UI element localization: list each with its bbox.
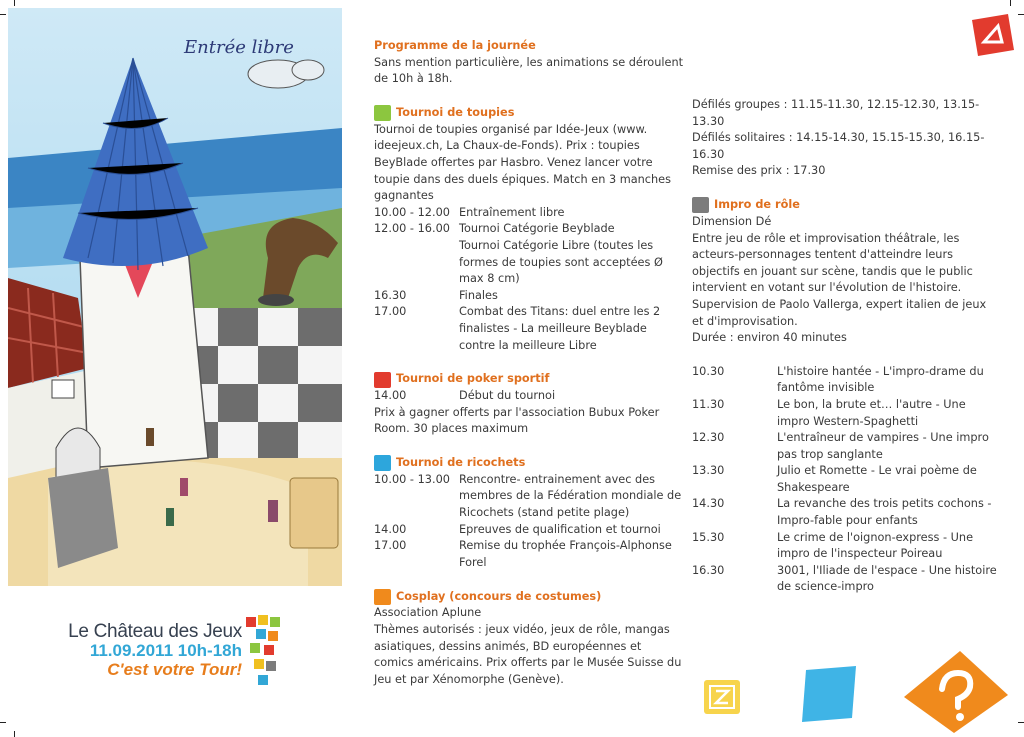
schedule-desc: L'histoire hantée - L'impro-drame du fantôme invisible bbox=[777, 364, 984, 395]
question-mark-icon bbox=[904, 651, 1008, 733]
program-title: Programme de la journée bbox=[374, 39, 536, 52]
playing-card-icon bbox=[374, 372, 391, 388]
event-title: Le Château des Jeux bbox=[68, 621, 242, 642]
schedule-row bbox=[692, 364, 997, 397]
schedule-desc: Julio et Romette - Le vrai poème de Shakespeare bbox=[777, 464, 977, 494]
schedule-desc: Remise du trophée François-Alphonse Forel bbox=[459, 539, 672, 569]
schedule-time: 14.30 bbox=[692, 497, 725, 511]
schedule-row bbox=[692, 496, 997, 529]
schedule-desc: Tournoi Catégorie Libre (toutes les formes de toupies sont acceptées Ø max 8 cm) bbox=[459, 238, 663, 286]
program-intro: Sans mention particulière, les animations se déroulent de 10h à 18h. bbox=[374, 55, 684, 86]
schedule-time: 14.00 bbox=[374, 389, 407, 403]
corner-logo-icon bbox=[968, 12, 1016, 58]
spinning-top-icon bbox=[374, 105, 391, 121]
impro-org: Dimension Dé bbox=[692, 214, 772, 228]
section-label: Cosplay (concours de costumes) bbox=[396, 589, 602, 603]
z-tile-icon bbox=[704, 680, 740, 714]
crop-mark bbox=[1018, 722, 1024, 723]
section-impro-title bbox=[692, 197, 997, 214]
schedule-row bbox=[374, 288, 684, 305]
schedule-desc: Tournoi Catégorie Beyblade bbox=[459, 222, 615, 236]
schedule-row bbox=[692, 530, 997, 563]
schedule-time: 10.00 - 12.00 bbox=[374, 205, 450, 219]
schedule-time: 12.00 - 16.00 bbox=[374, 222, 450, 236]
schedule-row bbox=[374, 304, 684, 354]
stone-skipping-icon bbox=[374, 455, 391, 471]
schedule-time: 13.30 bbox=[692, 464, 725, 478]
schedule-desc: Le bon, la brute et… l'autre - Une impro Western-Spaghetti bbox=[777, 397, 966, 428]
crop-mark bbox=[14, 0, 15, 6]
schedule-desc: Entraînement libre bbox=[459, 205, 565, 219]
schedule-time: 11.30 bbox=[692, 397, 725, 411]
schedule-desc: L'entraîneur de vampires - Une impro pas trop sanglante bbox=[777, 431, 989, 461]
section-ricochets-title bbox=[374, 455, 684, 472]
cosplay-org: Association Aplune bbox=[374, 606, 482, 620]
brand-tiles-icon bbox=[246, 615, 282, 687]
schedule-row bbox=[692, 430, 997, 463]
schedule-desc: Finales bbox=[459, 288, 498, 302]
schedule-desc: Combat des Titans: duel entre les 2 finalistes - La meilleure Beyblade contre la meilleure Libre bbox=[459, 305, 661, 352]
event-slogan: C'est votre Tour! bbox=[107, 660, 242, 679]
defiles-prizes: Remise des prix : 17.30 bbox=[692, 164, 826, 178]
schedule-row bbox=[374, 238, 684, 288]
event-date: 11.09.2011 10h-18h bbox=[89, 641, 242, 660]
schedule-desc: 3001, l'Iliade de l'espace - Une histoire de science-impro bbox=[777, 563, 997, 594]
schedule-row bbox=[374, 205, 684, 222]
section-toupies-title bbox=[374, 105, 684, 122]
section-label: Impro de rôle bbox=[714, 198, 800, 212]
defiles-groups: Défilés groupes : 11.15-11.30, 12.15-12.30, 13.15-13.30 bbox=[692, 98, 980, 128]
schedule-row bbox=[374, 472, 684, 522]
toupies-schedule bbox=[374, 205, 684, 354]
schedule-desc: Rencontre- entrainement avec des membres de la Fédération mondiale de Ricochets (stand petite plage) bbox=[459, 472, 682, 520]
schedule-time bbox=[374, 238, 459, 288]
crop-mark bbox=[1010, 0, 1011, 6]
toupies-text: Tournoi de toupies organisé par Idée-Jeux (www. ideejeux.ch, La Chaux-de-Fonds). Prix : toupies BeyBlade offertes par Hasbro. Venez lancer votre toupie dans des duels épiques. Match en 3 manches gagnantes bbox=[374, 122, 672, 203]
program-column-right bbox=[692, 97, 997, 596]
theatre-icon bbox=[692, 197, 709, 213]
schedule-time: 10.30 bbox=[692, 364, 725, 378]
schedule-row bbox=[374, 221, 684, 238]
impro-duration: Durée : environ 40 minutes bbox=[692, 331, 847, 345]
schedule-row bbox=[692, 397, 997, 430]
schedule-time: 15.30 bbox=[692, 530, 725, 544]
section-label: Tournoi de poker sportif bbox=[396, 372, 550, 386]
section-cosplay-title bbox=[374, 588, 684, 605]
impro-text: Entre jeu de rôle et improvisation théâtrale, les acteurs-personnages tentent d'atteindre leurs objectifs en jouant sur scène, tandis que le public intervient en votant sur l'évolution de l'histoire. Supervision de Paolo Vallerga, expert italien de jeux et d'improvisation. bbox=[692, 231, 987, 328]
poker-text: Prix à gagner offerts par l'association Bubux Poker Room. 30 places maximum bbox=[374, 405, 660, 436]
schedule-desc: Début du tournoi bbox=[459, 389, 556, 403]
section-label: Tournoi de toupies bbox=[396, 105, 515, 119]
schedule-row bbox=[692, 563, 997, 596]
schedule-time: 10.00 - 13.00 bbox=[374, 472, 450, 486]
event-brand bbox=[66, 622, 242, 679]
defiles-solo: Défilés solitaires : 14.15-14.30, 15.15-15.30, 16.15-16.30 bbox=[692, 131, 985, 161]
crop-mark bbox=[1018, 14, 1024, 15]
section-label: Tournoi de ricochets bbox=[396, 456, 526, 470]
poker-schedule bbox=[374, 388, 684, 405]
ricochets-schedule bbox=[374, 472, 684, 572]
schedule-time: 16.30 bbox=[692, 563, 725, 577]
crop-mark bbox=[14, 731, 15, 737]
blue-square-icon bbox=[800, 666, 858, 722]
impro-schedule bbox=[692, 364, 997, 596]
schedule-desc: Epreuves de qualification et tournoi bbox=[459, 522, 661, 536]
crop-mark bbox=[0, 722, 6, 723]
cosplay-text: Thèmes autorisés : jeux vidéo, jeux de rôle, mangas asiatiques, dessins animés, BD européennes et comics américains. Prix offerts par le Musée Suisse du Jeu et par Xénomorphe (Genève). bbox=[374, 623, 682, 686]
section-poker-title bbox=[374, 371, 684, 388]
crop-mark bbox=[0, 14, 6, 15]
schedule-row bbox=[374, 522, 684, 539]
schedule-time: 12.30 bbox=[692, 431, 725, 445]
entree-libre-caption: Entrée libre bbox=[184, 37, 294, 58]
schedule-desc: La revanche des trois petits cochons - Impro-fable pour enfants bbox=[777, 497, 992, 528]
schedule-row bbox=[692, 463, 997, 496]
schedule-row bbox=[374, 388, 684, 405]
castle-illustration bbox=[8, 8, 342, 586]
program-column-left bbox=[374, 38, 684, 688]
schedule-time: 16.30 bbox=[374, 288, 407, 302]
schedule-time: 17.00 bbox=[374, 305, 407, 319]
schedule-time: 17.00 bbox=[374, 539, 407, 553]
schedule-desc: Le crime de l'oignon-express - Une impro de l'inspecteur Poireau bbox=[777, 530, 974, 561]
schedule-row bbox=[374, 538, 684, 571]
schedule-time: 14.00 bbox=[374, 522, 407, 536]
mask-icon bbox=[374, 589, 391, 605]
